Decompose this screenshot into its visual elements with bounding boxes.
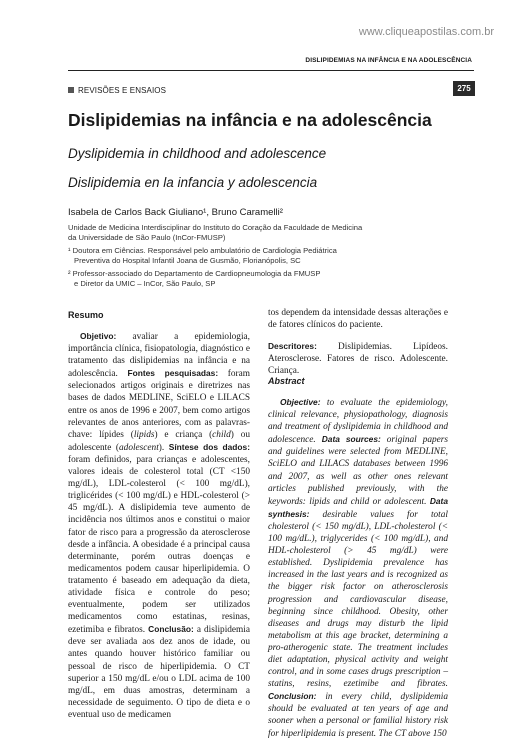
resumo-body <box>68 330 250 721</box>
keyword-adolescent: adolescent <box>119 442 159 453</box>
label-data-sources: Data sources: <box>321 434 381 445</box>
square-bullet-icon <box>68 87 74 93</box>
resumo-paragraph-continued: tos dependem da intensidade dessas alterações e de fatores clínicos do paciente. <box>268 308 448 331</box>
section-label <box>68 86 166 95</box>
resumo-text: ). <box>158 442 169 453</box>
descritores <box>268 340 448 377</box>
label-objetivo: Objetivo: <box>80 331 117 341</box>
affiliation-line: e Diretor da UMIC – InCor, São Paulo, SP <box>74 279 216 288</box>
affiliation-line: ² Professor-associado do Departamento de Cardiopneumologia da FMUSP <box>68 269 321 278</box>
article-title: Dislipidemias na infância e na adolescência <box>68 110 432 130</box>
abstract-body <box>268 396 448 740</box>
label-descritores: Descritores: <box>268 341 317 352</box>
resumo-heading: Resumo <box>68 310 104 320</box>
label-conclusao: Conclusão: <box>148 624 194 635</box>
label-objective: Objective: <box>280 397 321 407</box>
label-sintese: Síntese dos dados: <box>168 441 250 452</box>
affiliation-line: Preventiva do Hospital Infantil Joana de Gusmão, Florianópolis, SC <box>74 256 301 265</box>
abstract-text: in every child, dyslipidemia should be evaluated at ten years of age and sooner when a personal or familial history risk for hiperlipidemia is present. The CT above 150 <box>268 692 448 739</box>
descritores-text: Dislipidemias. Lipídeos. Aterosclerose. Fatores de risco. Adolescente. Criança. <box>268 342 448 377</box>
resumo-continuation <box>268 307 448 377</box>
resumo-text: ) ou adolescente ( <box>68 429 250 453</box>
keyword-lipids: lipids <box>133 429 155 440</box>
resumo-text: foram definidos, para crianças e adolescentes, valores ideais de colesterol total (CT <150 mg/dL), LDL-colesterol (< 100 mg/dL), triglicérides (< 100 mg/dL) e HDL-colesterol (> 45 mg/dL). A dislipidemia teve aumento de incidência nos últimos anos e constitui o maior fator de risco para a progressão da aterosclerose desde a infância. A obesidade é a principal causa determinante, porém outras doenças e medicamentos podem causar hiperlipidemia. O tratamento é baseado em adequação da dieta, atividade física e controle do peso; eventualmente, podem ser utilizados medicamentos como estatinas, resinas, ezetimiba e fibratos. <box>68 454 250 636</box>
page-number: 275 <box>453 81 475 96</box>
affiliation-line: ¹ Doutora em Ciências. Responsável pelo ambulatório de Cardiologia Pediátrica <box>68 246 337 255</box>
abstract-text: desirable values for total cholesterol (< 150 mg/dL), LDL-cholesterol (< 100 mg/dL.), triglycerides (< 100 mg/dL), and HDL-cholesterol (> 45 mg/dL) were established. Dyslipidemia prevalence has increased in the last years and is recognized as the bigger risk factor on atherosclerosis progression and cardiovascular disease, beginning since childhood. Obesity, other diseases and drugs may disturb the lipid metabolism at this age bracket, determining a pro-atherogenic state. The treatment includes diet adaptation, physical activity and weight control, and in some cases drugs prescription – statins, resins, ezetimibe and fibrates. <box>268 509 448 690</box>
affiliation-institution <box>68 223 438 243</box>
abstract-text: original papers and guidelines were selected from MEDLINE, SciELO and LILACS databases between 1996 and 2007, as well as other ones relevant articles published previously, with the keywords: lipids and child or adolescent. <box>268 435 449 507</box>
section-label-text: REVISÕES E ENSAIOS <box>78 86 167 95</box>
affiliation-line: Unidade de Medicina Interdisciplinar do Instituto do Coração da Faculdade de Medicina <box>68 223 363 232</box>
affiliation-line: da Universidade de São Paulo (InCor-FMUSP) <box>68 233 226 242</box>
abstract-text: to evaluate the epidemiology, clinical relevance, physiopathology, diagnosis and treatment of dyslipidemia in childhood and adolescence. <box>268 398 448 446</box>
abstract-paragraph <box>268 396 448 740</box>
affiliation-author-2 <box>68 269 438 289</box>
keyword-child: child <box>212 429 231 440</box>
article-title-english: Dyslipidemia in childhood and adolescence <box>68 146 327 161</box>
resumo-text: foram selecionados artigos originais e diretrizes nas bases de dados MEDLINE, SciELO e LILACS entre os anos de 1996 e 2007, bem como artigos relevantes de anos anteriores, com as palavras-chave: lípides ( <box>68 369 251 440</box>
affiliation-author-1 <box>68 246 438 266</box>
running-title: DISLIPIDEMIAS NA INFÂNCIA E NA ADOLESCÊNCIA <box>305 57 472 64</box>
header-rule <box>68 70 474 71</box>
resumo-text: avaliar a epidemiologia, importância clínica, fisiopatologia, diagnóstico e tratamento das dislipidemias na infância e na adolescência. <box>68 332 250 380</box>
affiliations <box>68 223 438 292</box>
watermark-url: www.cliqueapostilas.com.br <box>358 26 494 38</box>
abstract-heading: Abstract <box>268 376 305 386</box>
resumo-text: a dislipidemia deve ser avaliada aos dez anos de idade, ou antes quando houver histórico familiar ou pessoal de risco de hiperlipidemia. O CT superior a 150 mg/dL e/ou o LDL acima de 100 mg/dL, em duas amostras, determinam a necessidade de seguimento. O tipo de dieta e o eventual uso de medicamen <box>68 625 250 720</box>
resumo-text: ) e criança ( <box>154 429 213 440</box>
label-data-synthesis: Data synthesis: <box>268 495 448 519</box>
author-list: Isabela de Carlos Back Giuliano¹, Bruno Caramelli² <box>68 207 283 218</box>
resumo-paragraph <box>68 330 250 721</box>
label-fontes: Fontes pesquisadas: <box>127 368 219 379</box>
article-title-spanish: Dislipidemia en la infancia y adolescencia <box>68 175 318 190</box>
label-conclusion: Conclusion: <box>268 691 317 702</box>
